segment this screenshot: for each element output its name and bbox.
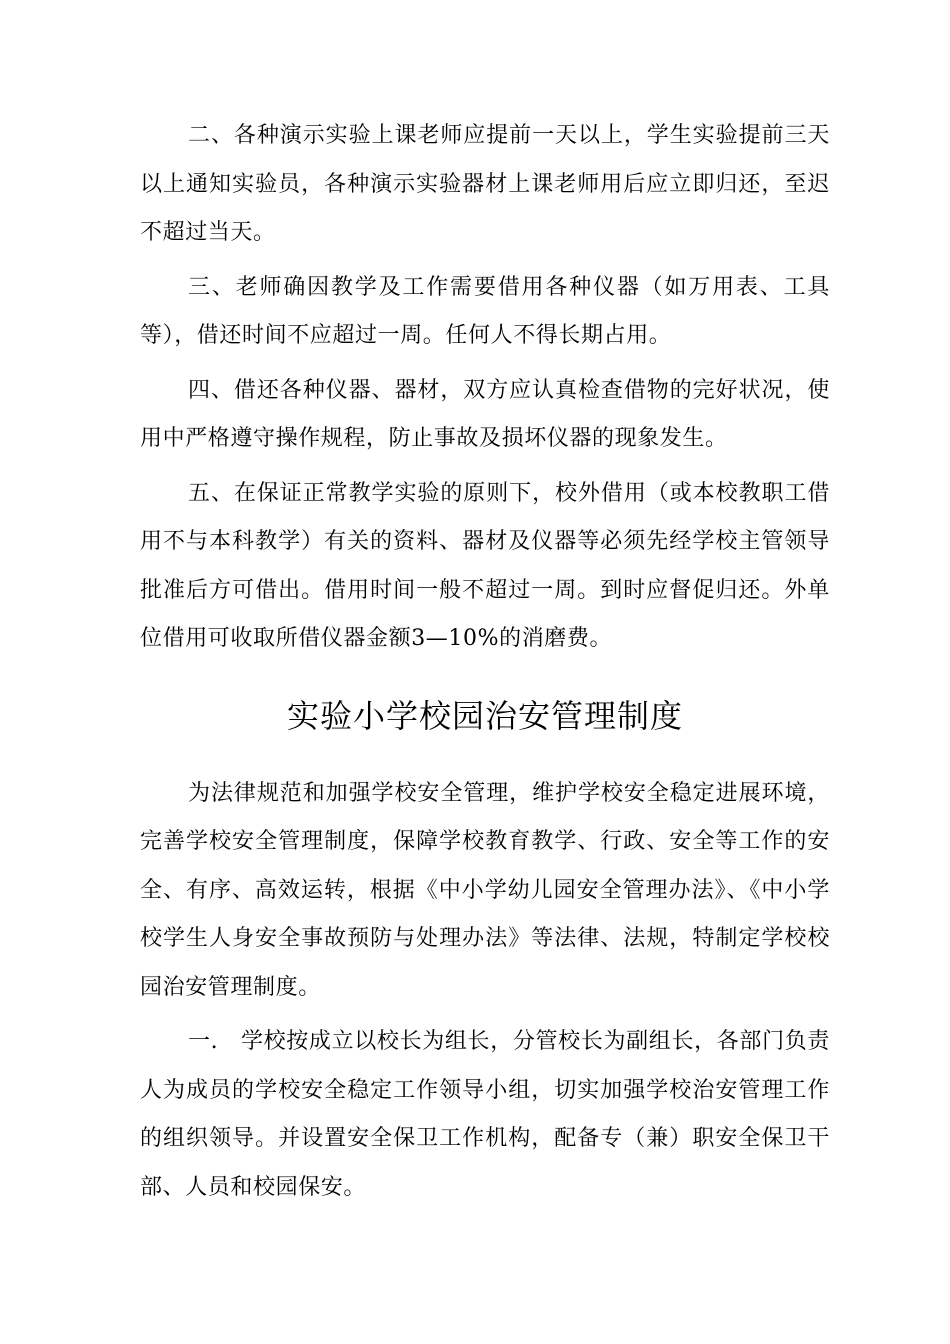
paragraph-demo-experiment-notice: 二、各种演示实验上课老师应提前一天以上，学生实验提前三天以上通知实验员，各种演示实验器材上课老师用后应立即归还，至迟不超过当天。	[140, 123, 830, 245]
paragraph-leadership-group: 一. 学校按成立以校长为组长，分管校长为副组长，各部门负责人为成员的学校安全稳定工作领导小组，切实加强学校治安管理工作的组织领导。并设置安全保卫工作机构，配备专（兼）职安全保卫干部、人员和校园保安。	[140, 1029, 830, 1200]
paragraph-preamble: 为法律规范和加强学校安全管理，维护学校安全稳定进展环境，完善学校安全管理制度，保障学校教育教学、行政、安全等工作的安全、有序、高效运转，根据《中小学幼儿园安全管理办法》、《中小学校学生人身安全事故预防与处理办法》等法律、法规，特制定学校校园治安管理制度。	[140, 780, 830, 1000]
paragraph-external-borrowing: 五、在保证正常教学实验的原则下，校外借用（或本校教职工借用不与本科教学）有关的资料、器材及仪器等必须先经学校主管领导批准后方可借出。借用时间一般不超过一周。到时应督促归还。外单位借用可收取所借仪器金额3—10%的消磨费。	[140, 480, 830, 651]
document-body	[140, 112, 830, 1212]
paragraph-instrument-borrowing: 三、老师确因教学及工作需要借用各种仪器（如万用表、工具等），借还时间不应超过一周。任何人不得长期占用。	[140, 274, 830, 348]
paragraph-inspection-on-return: 四、借还各种仪器、器材，双方应认真检查借物的完好状况，使用中严格遵守操作规程，防止事故及损坏仪器的现象发生。	[140, 377, 830, 451]
section-title: 实验小学校园治安管理制度	[286, 696, 683, 735]
